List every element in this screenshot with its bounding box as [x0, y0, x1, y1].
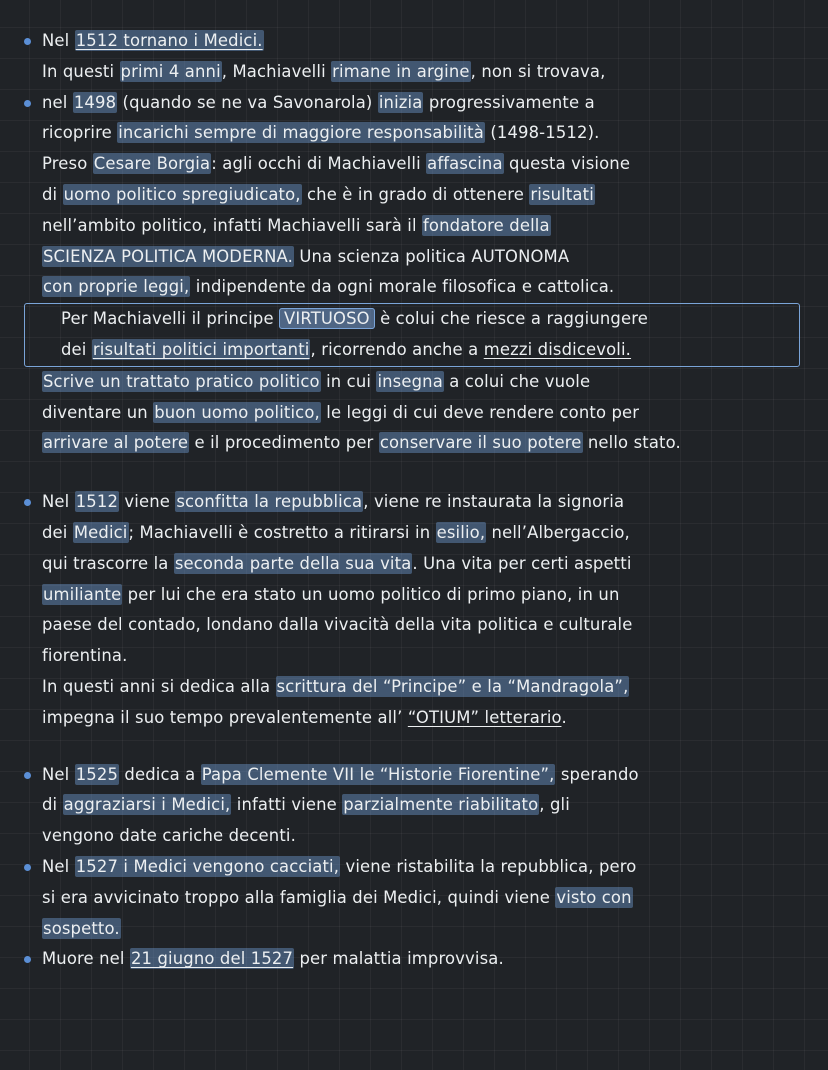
highlighted-text: incarichi sempre di maggiore responsabilità	[118, 123, 484, 143]
note-text: qui trascorre la	[42, 553, 174, 573]
highlighted-text: inizia	[378, 92, 423, 112]
highlighted-text: seconda parte della sua vita	[174, 553, 412, 573]
note-line	[24, 367, 800, 398]
note-text: nello stato.	[582, 433, 681, 453]
highlighted-text: primi 4 anni	[120, 61, 221, 81]
note-line	[24, 211, 800, 242]
note-text: ; Machiavelli è costretto a ritirarsi in	[128, 522, 436, 542]
note-line	[24, 149, 800, 180]
note-text: In questi	[42, 61, 120, 81]
note-line	[24, 821, 800, 852]
note-text: diventare un	[42, 402, 154, 422]
bulleted-line	[24, 487, 800, 518]
note-content	[24, 26, 800, 975]
note-line	[24, 180, 800, 211]
note-line	[24, 641, 800, 672]
highlighted-text: scrittura del “Principe” e la “Mandragola”,	[276, 676, 629, 696]
note-line	[24, 398, 800, 429]
note-text: dedica a	[119, 764, 201, 784]
highlighted-text: conservare il suo potere	[379, 433, 582, 453]
note-line	[24, 518, 800, 549]
highlighted-text: parzialmente riabilitato	[343, 795, 539, 815]
note-text: in cui	[320, 371, 377, 391]
highlighted-text: SCIENZA POLITICA MODERNA.	[43, 246, 293, 266]
highlighted-text: Papa Clemente VII le “Historie Fiorentine”,	[201, 764, 555, 784]
highlighted-text: fondatore della	[423, 215, 550, 235]
note-text: viene	[119, 492, 176, 512]
paragraph-gap	[24, 734, 800, 760]
note-text: fiorentina.	[42, 646, 128, 666]
note-text: Nel	[42, 764, 75, 784]
highlighted-text: con proprie leggi,	[43, 277, 190, 297]
note-line	[24, 242, 800, 273]
highlighted-underlined-text: 1512 tornano i Medici.	[75, 31, 263, 50]
note-text: che è in grado di ottenere	[301, 184, 530, 204]
note-line	[24, 914, 800, 945]
highlighted-text: risultati	[530, 184, 594, 204]
note-text: , gli	[539, 795, 570, 815]
underlined-text: mezzi disdicevoli.	[483, 339, 632, 359]
note-block	[24, 760, 800, 976]
note-text: (quando se ne va Savonarola)	[117, 92, 378, 112]
note-text: dei	[42, 522, 73, 542]
note-text: infatti viene	[231, 795, 343, 815]
note-text: vengono date cariche decenti.	[42, 826, 296, 846]
note-line	[24, 118, 800, 149]
highlighted-text: esilio,	[436, 522, 486, 542]
note-text: Una scienza politica AUTONOMA	[293, 246, 570, 266]
highlighted-underlined-text: risultati politici importanti	[92, 339, 310, 359]
note-text: dei	[61, 339, 92, 359]
note-text: impegna il suo tempo prevalentemente all’	[42, 707, 408, 727]
note-text: è colui che riesce a raggiungere	[374, 309, 648, 329]
note-text: di	[42, 184, 63, 204]
boxed-keyword: VIRTUOSO	[279, 308, 375, 329]
note-text: Preso	[42, 154, 93, 174]
note-line	[24, 549, 800, 580]
note-line	[24, 610, 800, 641]
highlighted-text: uomo politico spregiudicato,	[63, 184, 301, 204]
highlighted-text: 1525	[75, 764, 119, 784]
note-text: : agli occhi di Machiavelli	[211, 154, 427, 174]
framed-note-block	[24, 303, 800, 367]
note-text: sperando	[555, 764, 639, 784]
note-text: per lui che era stato un uomo politico di primo piano, in un	[122, 584, 620, 604]
highlighted-text: buon uomo politico,	[154, 402, 320, 422]
highlighted-text: umiliante	[43, 584, 122, 604]
note-text: . Una vita per certi aspetti	[412, 553, 632, 573]
note-line	[24, 672, 800, 703]
highlighted-text: visto con	[556, 887, 632, 907]
note-line	[43, 335, 799, 366]
note-line	[43, 304, 799, 335]
note-text: Nel	[42, 856, 75, 876]
note-line	[24, 790, 800, 821]
bulleted-line	[24, 852, 800, 883]
note-block	[24, 487, 800, 733]
highlighted-text: insegna	[377, 371, 443, 391]
highlighted-text: affascina	[427, 154, 503, 174]
note-text: paese del contado, londano dalla vivacità della vita politica e culturale	[42, 615, 633, 635]
note-text: , viene re instaurata la signoria	[363, 492, 625, 512]
highlighted-text: sospetto.	[43, 918, 120, 938]
note-block	[24, 367, 800, 459]
highlighted-text: Cesare Borgia	[93, 154, 211, 174]
note-text: a colui che vuole	[443, 371, 591, 391]
note-text: ricoprire	[42, 123, 118, 143]
note-text: (1498-1512).	[484, 123, 600, 143]
note-text: nel	[42, 92, 73, 112]
note-line	[24, 272, 800, 303]
highlighted-text: 1498	[73, 92, 117, 112]
highlighted-text: sconfitta la repubblica	[176, 492, 363, 512]
highlighted-text: 1527 i Medici vengono cacciati,	[75, 856, 340, 876]
note-text: per malattia improvvisa.	[294, 949, 504, 969]
note-text: e il procedimento per	[189, 433, 379, 453]
note-text: le leggi di cui deve rendere conto per	[320, 402, 640, 422]
note-text: nell’ambito politico, infatti Machiavelli sarà il	[42, 215, 423, 235]
note-text: Nel	[42, 492, 75, 512]
note-text: , ricorrendo anche a	[310, 339, 484, 359]
highlighted-text: rimane in argine	[332, 61, 470, 81]
note-text: questa visione	[503, 154, 631, 174]
note-line	[24, 883, 800, 914]
note-line	[24, 703, 800, 734]
note-line	[24, 580, 800, 611]
note-line	[24, 428, 800, 459]
note-block	[24, 26, 800, 303]
note-text: Per Machiavelli il principe	[61, 309, 280, 329]
note-text: progressivamente a	[423, 92, 595, 112]
highlighted-underlined-text: 21 giugno del 1527	[130, 949, 294, 969]
bulleted-line	[24, 88, 800, 119]
bulleted-line	[24, 760, 800, 791]
note-line	[24, 57, 800, 88]
highlighted-text: aggraziarsi i Medici,	[63, 795, 231, 815]
note-text: nell’Albergaccio,	[486, 522, 630, 542]
paragraph-gap	[24, 459, 800, 487]
note-text: si era avvicinato troppo alla famiglia dei Medici, quindi viene	[42, 887, 556, 907]
note-text: Nel	[42, 31, 75, 50]
note-text: , non si trovava,	[470, 61, 606, 81]
note-text: Muore nel	[42, 949, 130, 969]
note-text: .	[561, 707, 567, 727]
bulleted-line	[24, 26, 800, 57]
note-text: viene ristabilita la repubblica, pero	[340, 856, 637, 876]
note-text: , Machiavelli	[221, 61, 332, 81]
bulleted-line	[24, 944, 800, 975]
highlighted-text: 1512	[75, 492, 119, 512]
note-text: In questi anni si dedica alla	[42, 676, 276, 696]
highlighted-text: Medici	[73, 522, 128, 542]
highlighted-text: Scrive un trattato pratico politico	[43, 371, 320, 391]
note-text: indipendente da ogni morale filosofica e cattolica.	[190, 277, 615, 297]
highlighted-text: arrivare al potere	[43, 433, 189, 453]
underlined-text: “OTIUM” letterario	[407, 707, 562, 727]
note-text: di	[42, 795, 63, 815]
